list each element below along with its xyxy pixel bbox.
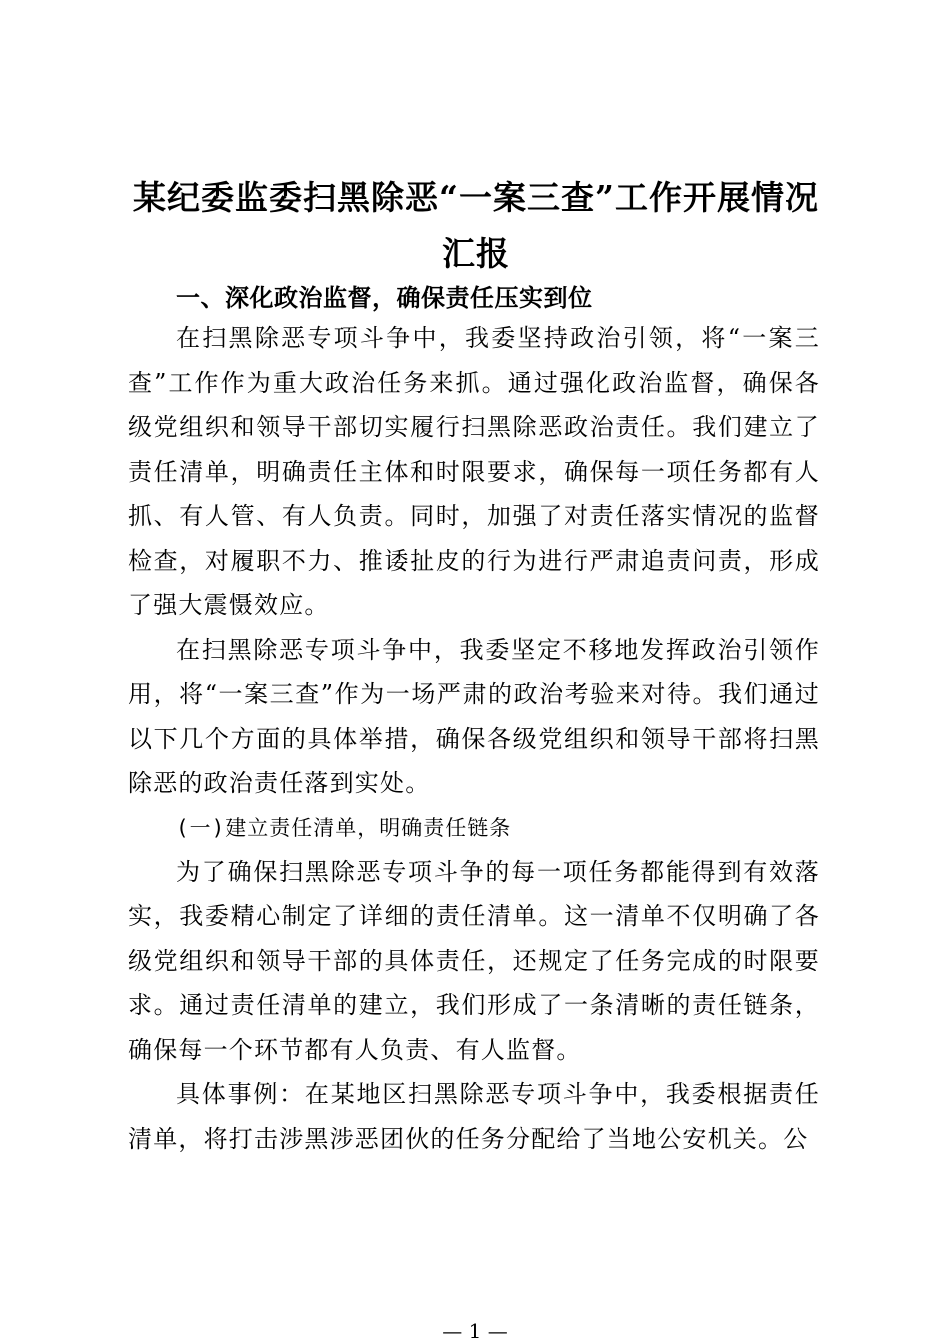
paragraph-4: 具体事例：在某地区扫黑除恶专项斗争中，我委根据责任清单，将打击涉黑涉恶团伙的任务分配给了当地公安机关。公 [128, 1080, 820, 1153]
paragraph-2: 在扫黑除恶专项斗争中，我委坚定不移地发挥政治引领作用，将“一案三查”作为一场严肃的政治考验来对待。我们通过以下几个方面的具体举措，确保各级党组织和领导干部将扫黑除恶的政治责任落到实处。 [128, 635, 820, 797]
paragraph-3: 为了确保扫黑除恶专项斗争的每一项任务都能得到有效落实，我委精心制定了详细的责任清单。这一清单不仅明确了各级党组织和领导干部的具体责任，还规定了任务完成的时限要求。通过责任清单的建立，我们形成了一条清晰的责任链条，确保每一个环节都有人负责、有人监督。 [128, 857, 820, 1064]
document-body [128, 280, 820, 1161]
document-title: 某纪委监委扫黑除恶“一案三查”工作开展情况汇报 [133, 178, 819, 273]
page-number: — 1 — [442, 1319, 508, 1343]
subsection-heading-1: (一)建立责任清单，明确责任链条 [176, 815, 512, 840]
paragraph-1: 在扫黑除恶专项斗争中，我委坚持政治引领，将“一案三查”工作作为重大政治任务来抓。通过强化政治监督，确保各级党组织和领导干部切实履行扫黑除恶政治责任。我们建立了责任清单，明确责任主体和时限要求，确保每一项任务都有人抓、有人管、有人负责。同时，加强了对责任落实情况的监督检查，对履职不力、推诿扯皮的行为进行严肃追责问责，形成了强大震慑效应。 [128, 324, 820, 619]
section-heading-1: 一、深化政治监督，确保责任压实到位 [176, 284, 593, 312]
